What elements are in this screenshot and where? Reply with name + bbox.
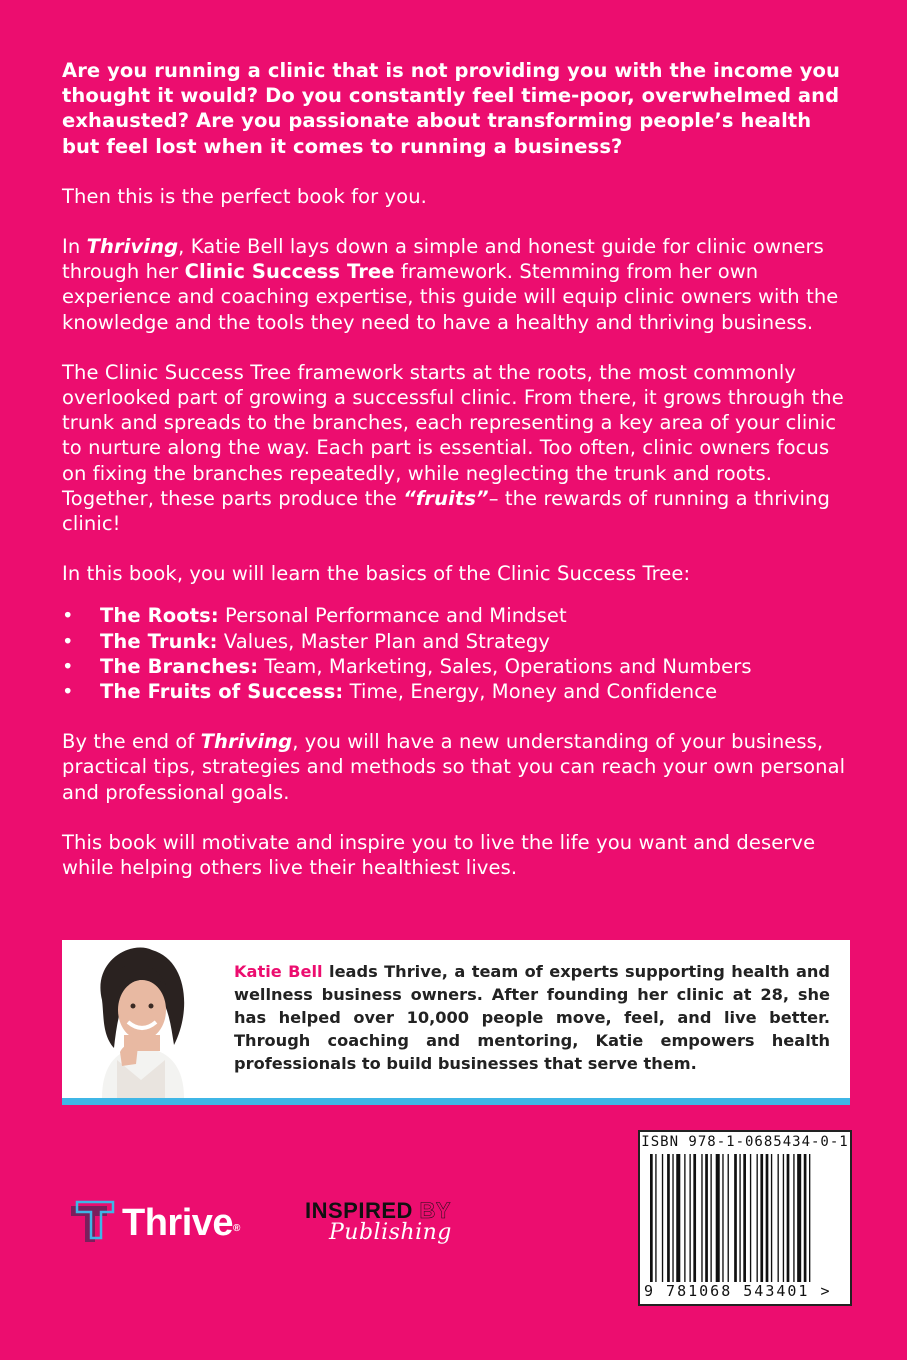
- barcode-bar: [739, 1154, 740, 1282]
- barcode-bar: [793, 1154, 794, 1282]
- publisher-logo: [305, 1198, 505, 1258]
- barcode-digits: 9 781068 543401 >: [644, 1282, 832, 1300]
- barcode-bar: [667, 1154, 670, 1282]
- author-bio-text: Katie Bell leads Thrive, a team of experts supporting health and wellness business owners. After founding her clinic at 28, she has helped over 10,000 people move, feel, and live better. Through coaching and mentoring, Katie empowers health professionals to build businesses that serve them.: [234, 962, 830, 1073]
- barcode-bars: [650, 1154, 840, 1282]
- hook-paragraph: Are you running a clinic that is not providing you with the income you thought it would? Do you constantly feel time-poor, overwhelmed and exhausted? Are you passionate about transforming people’s health but feel lost when it comes to running a business?: [62, 59, 840, 158]
- framework-parts-list: [62, 603, 852, 704]
- author-portrait: [62, 940, 220, 1098]
- thrive-mark-icon: [67, 1200, 117, 1246]
- barcode-bar: [716, 1154, 720, 1282]
- barcode-bar: [783, 1154, 784, 1282]
- barcode-bar: [778, 1154, 779, 1282]
- barcode-bar: [728, 1154, 729, 1282]
- barcode-bar: [766, 1154, 769, 1282]
- isbn-label: ISBN 978-1-0685434-0-1: [641, 1134, 849, 1150]
- list-item: • The Roots: Personal Performance and Mindset: [62, 603, 852, 628]
- isbn-barcode: [638, 1130, 852, 1306]
- book-title-inline: Thriving: [86, 235, 179, 259]
- barcode-bar: [787, 1154, 790, 1282]
- barcode-bar: [804, 1154, 807, 1282]
- barcode-bar: [705, 1154, 708, 1282]
- author-name: Katie Bell: [234, 962, 323, 981]
- list-item: • The Fruits of Success: Time, Energy, Money and Confidence: [62, 679, 852, 704]
- publisher-wordmark-script: Publishing: [329, 1220, 452, 1245]
- thrive-wordmark: Thrive: [122, 1202, 234, 1244]
- thrive-logo: [67, 1200, 277, 1248]
- barcode-bar: [701, 1154, 702, 1282]
- barcode-bar: [750, 1154, 751, 1282]
- publisher-wordmark-top: INSPIRED: [305, 1198, 413, 1223]
- list-item: • The Trunk: Values, Master Plan and Strategy: [62, 629, 852, 654]
- barcode-bar: [743, 1154, 746, 1282]
- barcode-bar: [672, 1154, 673, 1282]
- barcode-bar: [771, 1154, 772, 1282]
- publisher-wordmark-by: BY: [419, 1198, 452, 1223]
- barcode-bar: [655, 1154, 656, 1282]
- author-bio-card: [62, 940, 850, 1105]
- closing-paragraph: This book will motivate and inspire you to live the life you want and deserve while helping others live their healthiest lives.: [62, 830, 816, 880]
- barcode-bar: [734, 1154, 737, 1282]
- barcode-bar: [757, 1154, 758, 1282]
- back-cover-blurb: [62, 58, 852, 905]
- framework-name: Clinic Success Tree: [184, 260, 395, 284]
- barcode-bar: [760, 1154, 763, 1282]
- barcode-bar: [693, 1154, 696, 1282]
- list-item: • The Branches: Team, Marketing, Sales, Operations and Numbers: [62, 654, 852, 679]
- barcode-bar: [684, 1154, 685, 1282]
- barcode-bar: [722, 1154, 723, 1282]
- registered-mark: ®: [233, 1223, 240, 1234]
- fruits-term: “fruits”: [403, 486, 489, 510]
- barcode-bar: [689, 1154, 690, 1282]
- book-title-inline: Thriving: [200, 730, 293, 754]
- barcode-bar: [809, 1154, 810, 1282]
- barcode-bar: [650, 1154, 653, 1282]
- intro-paragraph: In Thriving, Katie Bell lays down a simple and honest guide for clinic owners through her Clinic Success Tree framework. Stemming from her own experience and coaching expertise, this guide will equip clinic owners with the knowledge and the tools they need to have a healthy and thriving business.: [62, 235, 839, 334]
- outcome-paragraph: By the end of Thriving, you will have a new understanding of your business, practical tips, strategies and methods so that you can reach your own personal and professional goals.: [62, 730, 846, 804]
- learn-intro: In this book, you will learn the basics of the Clinic Success Tree:: [62, 562, 691, 586]
- barcode-bar: [662, 1154, 663, 1282]
- barcode-bar: [676, 1154, 680, 1282]
- framework-paragraph: The Clinic Success Tree framework starts at the roots, the most commonly overlooked part of growing a successful clinic. From there, it grows through the trunk and spreads to the branches, each representing a key area of your clinic to nurture along the way. Each part is essential. Too often, clinic owners focus on fixing the branches repeatedly, while neglecting the trunk and roots. Together, these parts produce the “fruits”– the rewards of running a thriving clinic!: [62, 360, 844, 536]
- perfect-book-line: Then this is the perfect book for you.: [62, 184, 427, 208]
- barcode-bar: [710, 1154, 711, 1282]
- barcode-bar: [797, 1154, 801, 1282]
